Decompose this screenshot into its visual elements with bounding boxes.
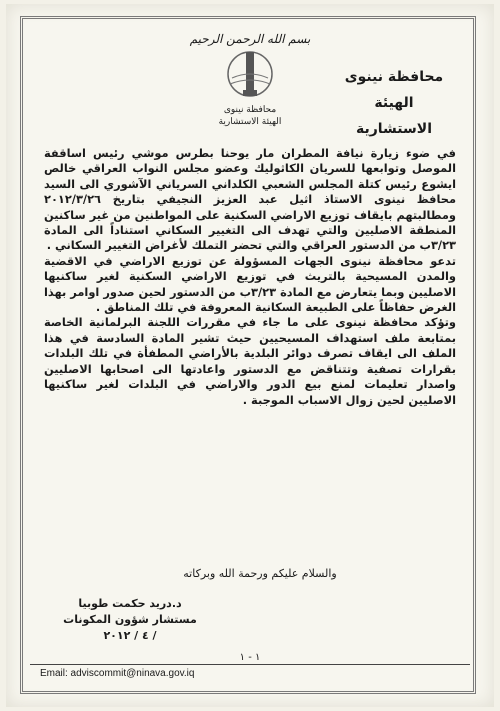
letter-body — [44, 146, 456, 408]
signatory-name: د.دريد حكمت طوبيا — [78, 597, 182, 610]
logo-caption — [186, 104, 314, 128]
org-department: الهيئة الاستشارية — [355, 95, 432, 137]
page-number: ١ - ١ — [239, 652, 261, 663]
signature-block — [60, 596, 200, 644]
footer-divider — [30, 664, 470, 665]
paragraph-1: في ضوء زيارة نيافة المطران مار يوحنا بطرس موشي رئيس اساقفة الموصل وتوابعها للسريان الكاثوليك وعضو مجلس النواب العراقي خالص ايشوع رئيس كتلة المجلس الشعبي الكلداني السرياني الآشوري الى السيد محافظ نينوى الاستاذ اثيل عبد العزيز النجيفي بتاريخ ٢٠١٢/٣/٢٦ ومطالبتهم بايقاف توزيع الاراضي السكنية على المواطنين من غير ساكنين المنطقة الاصليين والتي تهدف الى التغيير السكاني استناداً الى المادة ٣/٢٣ب من الدستور العراقي والتي تحضر التملك لأغراض التغيير السكاني . — [44, 146, 456, 253]
logo-caption-line2: الهيئة الاستشارية — [218, 117, 282, 127]
letterhead-org — [334, 64, 454, 142]
basmala: بسم الله الرحمن الرحيم — [189, 32, 311, 46]
org-name: محافظة نينوى — [344, 69, 444, 85]
signatory-title: مستشار شؤون المكونات — [63, 613, 197, 626]
paragraph-3: وتؤكد محافظة نينوى على ما جاء في مقررات اللجنة البرلمانية الخاصة بمتابعة ملف استهداف المسيحيين حيث تشير المادة السادسة في هذا الملف الى ايقاف تصرف دوائر البلدية بالأراضي المطفأة في تلك البلدات بقرارات تصفية وتتناقض مع الدستور واعادتها الى اصحابها الاصليين واصدار تعليمات لمنع بيع الدور والاراضي في البلدات لغير ساكنيها الاصليين لحين زوال الاسباب الموجبة . — [44, 315, 456, 407]
logo-caption-line1: محافظة نينوى — [223, 105, 277, 115]
paragraph-2: تدعو محافظة نينوى الجهات المسؤولة عن توزيع الاراضي في الاقضية والمدن المسيحية بالتريث في توزيع الاراضي السكنية لغير ساكنيها الاصليين وبما يتعارض مع المادة ٣/٢٣ب من الدستور لحين صدور اوامر بهذا الغرض حفاظاً على الطبيعة السكانية المعروفة في تلك المناطق . — [44, 253, 457, 315]
signature-date: / ٤ / ٢٠١٢ — [103, 629, 157, 642]
closing-greeting: والسلام عليكم ورحمة الله وبركاته — [183, 567, 337, 580]
footer-email: Email: adviscommit@ninava.gov.iq — [40, 668, 195, 679]
